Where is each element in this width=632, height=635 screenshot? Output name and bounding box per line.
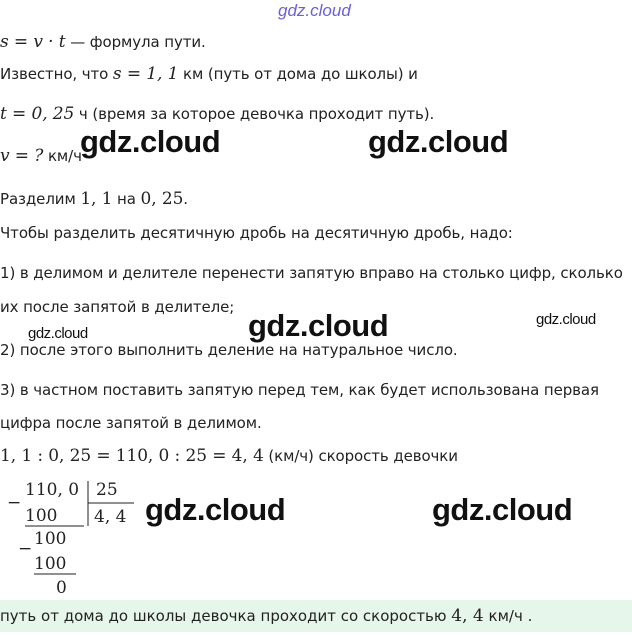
rule3-b: цифра после запятой в делимом. <box>0 414 262 432</box>
divide-line <box>0 189 188 209</box>
calc-math: 1, 1 : 0, 25 = 110, 0 : 25 = 4, 4 <box>0 446 264 466</box>
calc-line <box>0 446 458 466</box>
rule-intro: Чтобы разделить десятичную дробь на десятичную дробь, надо: <box>0 224 513 242</box>
watermark: gdz.cloud <box>432 492 573 527</box>
answer-pre: путь от дома до школы девочка проходит со скоростью <box>0 607 452 625</box>
formula-text: — формула пути. <box>70 33 206 51</box>
answer-post: км/ч . <box>483 607 533 625</box>
divide-mid: на <box>112 190 141 208</box>
divide-pre: Разделим <box>0 190 81 208</box>
ld-dividend: 110, 0 <box>25 480 80 500</box>
divide-a: 1, 1 <box>80 189 113 209</box>
watermark: gdz.cloud <box>368 124 509 159</box>
formula-line <box>0 32 206 52</box>
ld-minus-1: − <box>7 493 22 513</box>
time-line <box>0 104 434 124</box>
ld-divisor: 25 <box>96 480 118 500</box>
ld-rem2: 0 <box>56 578 67 598</box>
speed-math: v = ? <box>0 146 44 166</box>
divide-b: 0, 25 <box>140 189 184 209</box>
rule3-a: 3) в частном поставить запятую перед тем, как будет использована первая <box>0 381 599 399</box>
site-link[interactable]: gdz.cloud <box>278 1 351 20</box>
answer-line <box>0 606 532 626</box>
ld-sub2: 100 <box>34 554 67 574</box>
rule1-b: их после запятой в делителе; <box>0 298 235 316</box>
watermark: gdz.cloud <box>536 311 596 328</box>
known-pre: Известно, что <box>0 65 113 83</box>
rule1-a: 1) в делимом и делителе перенести запятую вправо на столько цифр, сколько <box>0 264 623 282</box>
speed-post: км/ч <box>43 147 82 165</box>
time-post: ч (время за которое девочка проходит путь). <box>74 105 435 123</box>
speed-line <box>0 146 82 166</box>
ld-rem1: 100 <box>34 529 67 549</box>
answer-box <box>0 600 632 632</box>
watermark: gdz.cloud <box>80 124 221 159</box>
watermark: gdz.cloud <box>28 325 88 342</box>
divide-end: . <box>183 190 188 208</box>
calc-post: (км/ч) скорость девочки <box>263 447 458 465</box>
watermark: gdz.cloud <box>248 308 389 343</box>
ld-sub1: 100 <box>25 506 58 526</box>
known-math: s = 1, 1 <box>112 64 179 84</box>
known-post: км (путь от дома до школы) и <box>178 65 418 83</box>
rule2: 2) после этого выполнить деление на натуральное число. <box>0 341 458 359</box>
time-math: t = 0, 25 <box>0 104 75 124</box>
formula-math: s = v · t <box>0 32 66 52</box>
watermark: gdz.cloud <box>145 492 286 527</box>
ld-minus-2: − <box>18 539 33 559</box>
known-line <box>0 64 418 84</box>
long-division <box>0 478 140 598</box>
ld-quotient: 4, 4 <box>94 507 127 527</box>
answer-math: 4, 4 <box>451 606 484 626</box>
